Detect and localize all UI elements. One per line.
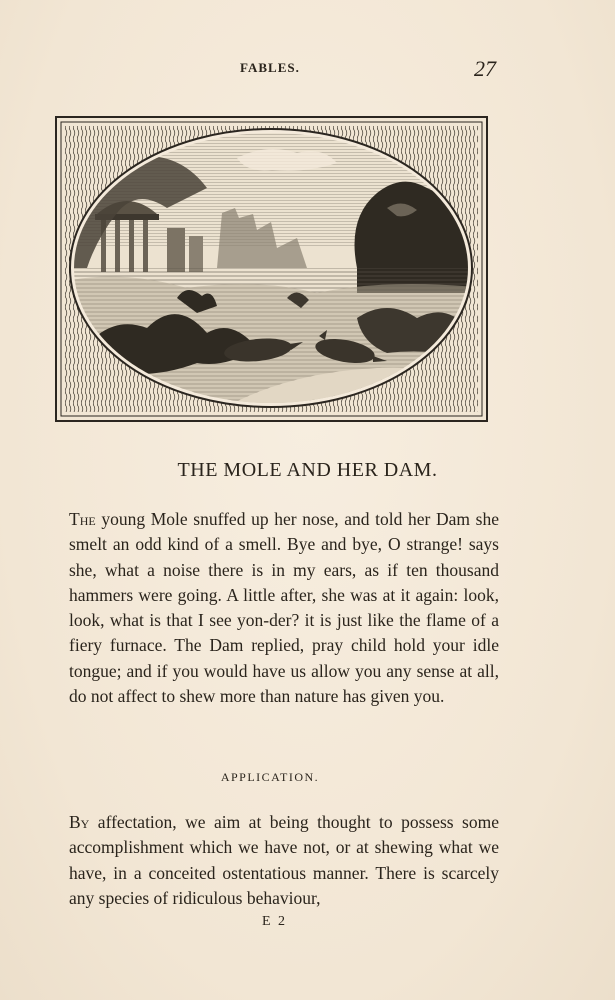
application-heading: APPLICATION. <box>220 770 320 784</box>
application-text <box>69 810 499 911</box>
signature-mark: E 2 <box>262 914 288 929</box>
fable-title: THE MOLE AND HER DAM. <box>177 459 438 481</box>
engraving-illustration <box>55 116 488 422</box>
application-body: affectation, we aim at being thought to possess some accomplishment which we have not, or at shewing what we have, in a conceited ostentatious manner. There is scarcely any species of ridiculous behaviour, <box>69 812 499 908</box>
engraving-image <box>57 118 486 420</box>
fable-body: young Mole snuffed up her nose, and told her Dam she smelt an odd kind of a smell. Bye and bye, O strange! says she, what a noise there is in my ears, as if ten thousand hammers were going. A little after, she was at it again: look, look, what is that I see yon-der? it is just like the flame of a fiery furnace. The Dam replied, pray child hold your idle tongue; and if you would have us allow you any sense at all, do not affect to shew more than nature has given you. <box>69 509 499 707</box>
fable-first-word: The <box>69 509 96 529</box>
running-title: FABLES. <box>240 60 300 75</box>
fable-text <box>69 507 499 709</box>
page-number: 27 <box>474 56 496 81</box>
running-head <box>0 58 615 82</box>
application-first-word: By <box>69 812 90 832</box>
